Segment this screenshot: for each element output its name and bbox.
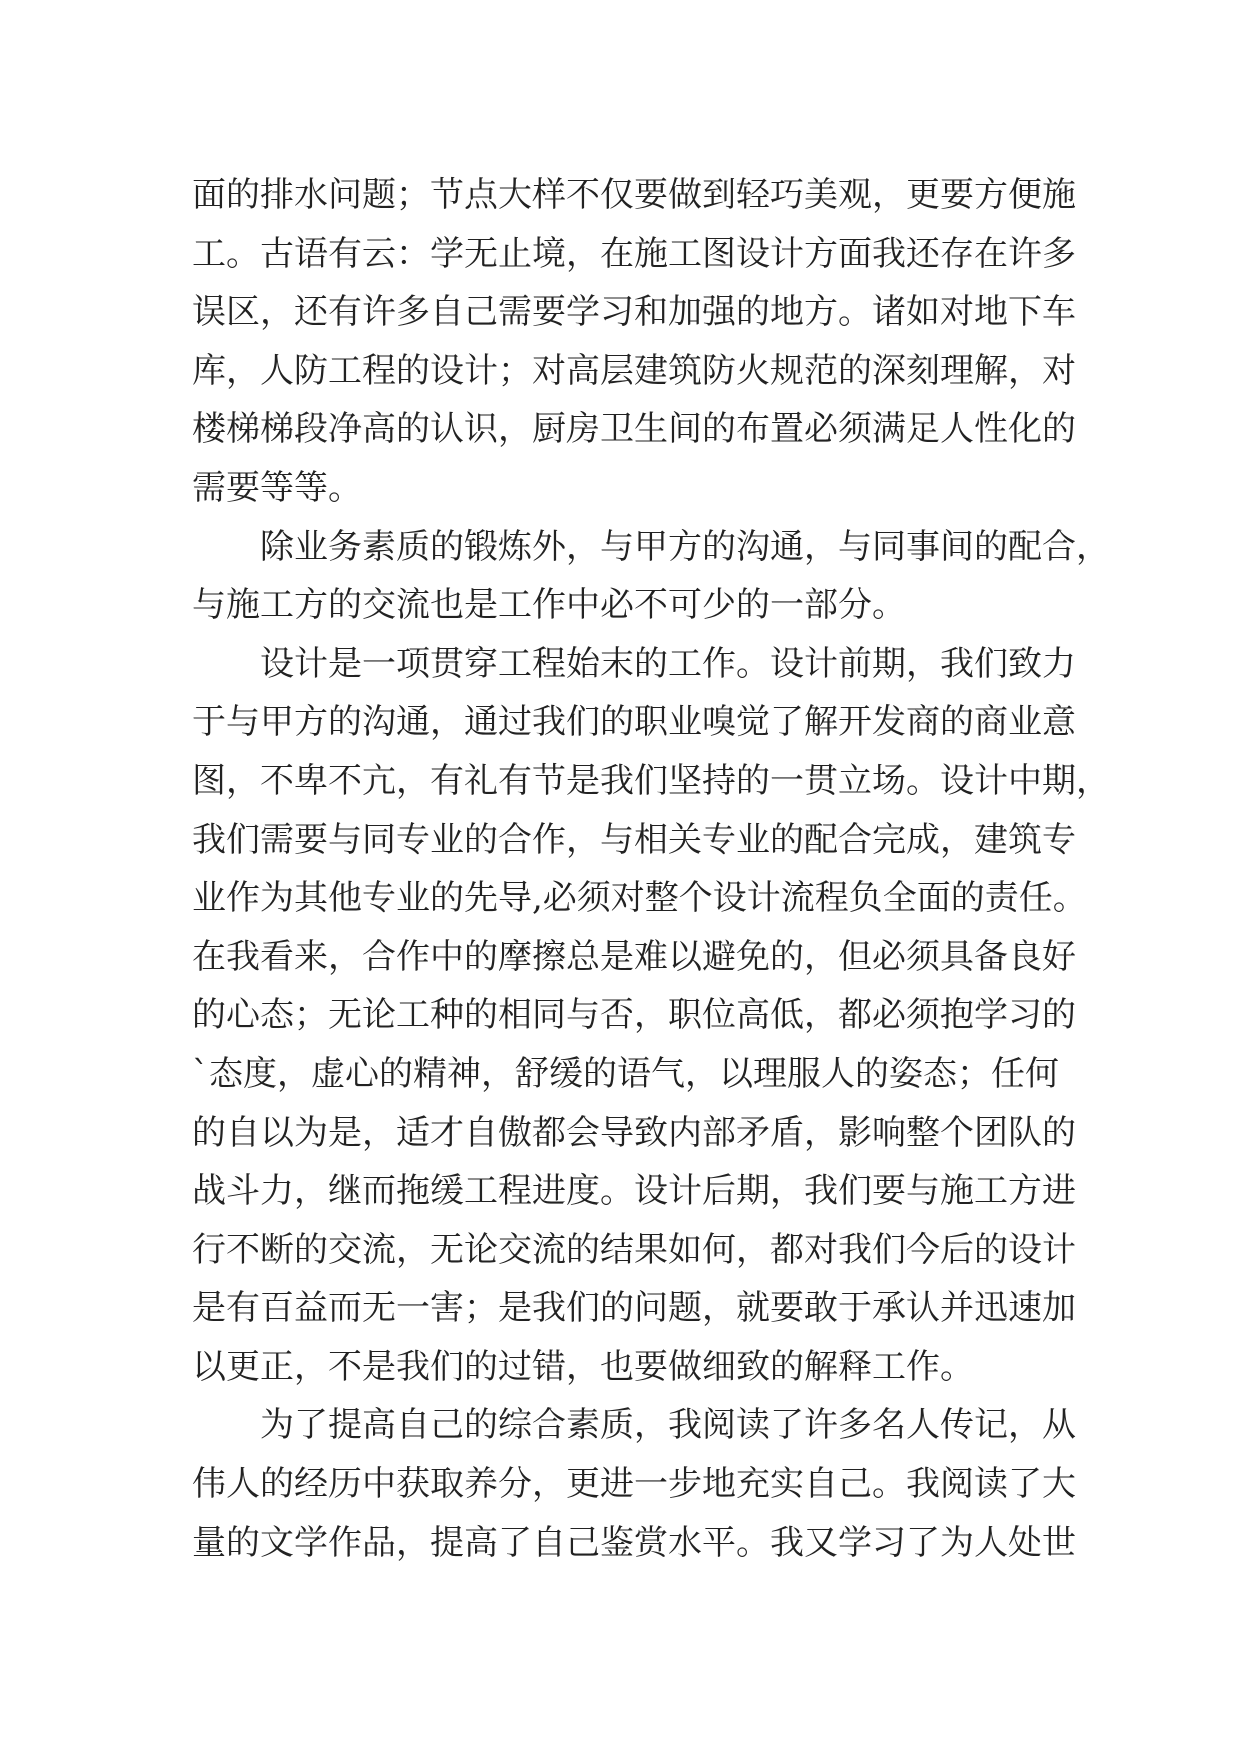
text-line: 在我看来，合作中的摩擦总是难以避免的，但必须具备良好 xyxy=(192,936,1076,977)
text-line: 量的文学作品，提高了自己鉴赏水平。我又学习了为人处世 xyxy=(192,1522,1076,1563)
text-line: 是有百益而无一害；是我们的问题，就要敢于承认并迅速加 xyxy=(192,1288,1076,1329)
text-line: 于与甲方的沟通，通过我们的职业嗅觉了解开发商的商业意 xyxy=(192,702,1076,743)
text-line: 战斗力，继而拖缓工程进度。设计后期，我们要与施工方进 xyxy=(192,1171,1076,1212)
text-line: 的心态；无论工种的相同与否，职位高低，都必须抱学习的 xyxy=(192,995,1076,1036)
text-line: 图，不卑不亢，有礼有节是我们坚持的一贯立场。设计中期， xyxy=(192,760,1110,801)
text-line: 除业务素质的锻炼外，与甲方的沟通，与同事间的配合， xyxy=(260,526,1110,567)
text-line: 与施工方的交流也是工作中必不可少的一部分。 xyxy=(192,585,906,626)
text-line: 面的排水问题；节点大样不仅要做到轻巧美观，更要方便施 xyxy=(192,175,1076,215)
text-line: 工。古语有云：学无止境，在施工图设计方面我还存在许多 xyxy=(192,233,1076,274)
text-line: `态度，虚心的精神，舒缓的语气，以理服人的姿态；任何 xyxy=(192,1053,1059,1094)
text-line: 楼梯梯段净高的认识，厨房卫生间的布置必须满足人性化的 xyxy=(192,409,1076,450)
text-line: 业作为其他专业的先导,必须对整个设计流程负全面的责任。 xyxy=(192,878,1087,919)
text-line: 以更正，不是我们的过错，也要做细致的解释工作。 xyxy=(192,1346,974,1387)
text-line: 我们需要与同专业的合作，与相关专业的配合完成，建筑专 xyxy=(192,819,1076,860)
text-line: 设计是一项贯穿工程始末的工作。设计前期，我们致力 xyxy=(260,643,1076,684)
text-line: 行不断的交流，无论交流的结果如何，都对我们今后的设计 xyxy=(192,1229,1076,1270)
text-line: 为了提高自己的综合素质，我阅读了许多名人传记，从 xyxy=(260,1405,1076,1446)
text-line: 的自以为是，适才自傲都会导致内部矛盾，影响整个团队的 xyxy=(192,1112,1076,1153)
text-line: 需要等等。 xyxy=(192,467,362,508)
body-text xyxy=(192,166,1110,1572)
text-line: 误区，还有许多自己需要学习和加强的地方。诸如对地下车 xyxy=(192,292,1076,333)
text-line: 库，人防工程的设计；对高层建筑防火规范的深刻理解，对 xyxy=(192,350,1076,391)
text-line: 伟人的经历中获取养分，更进一步地充实自己。我阅读了大 xyxy=(192,1464,1076,1505)
